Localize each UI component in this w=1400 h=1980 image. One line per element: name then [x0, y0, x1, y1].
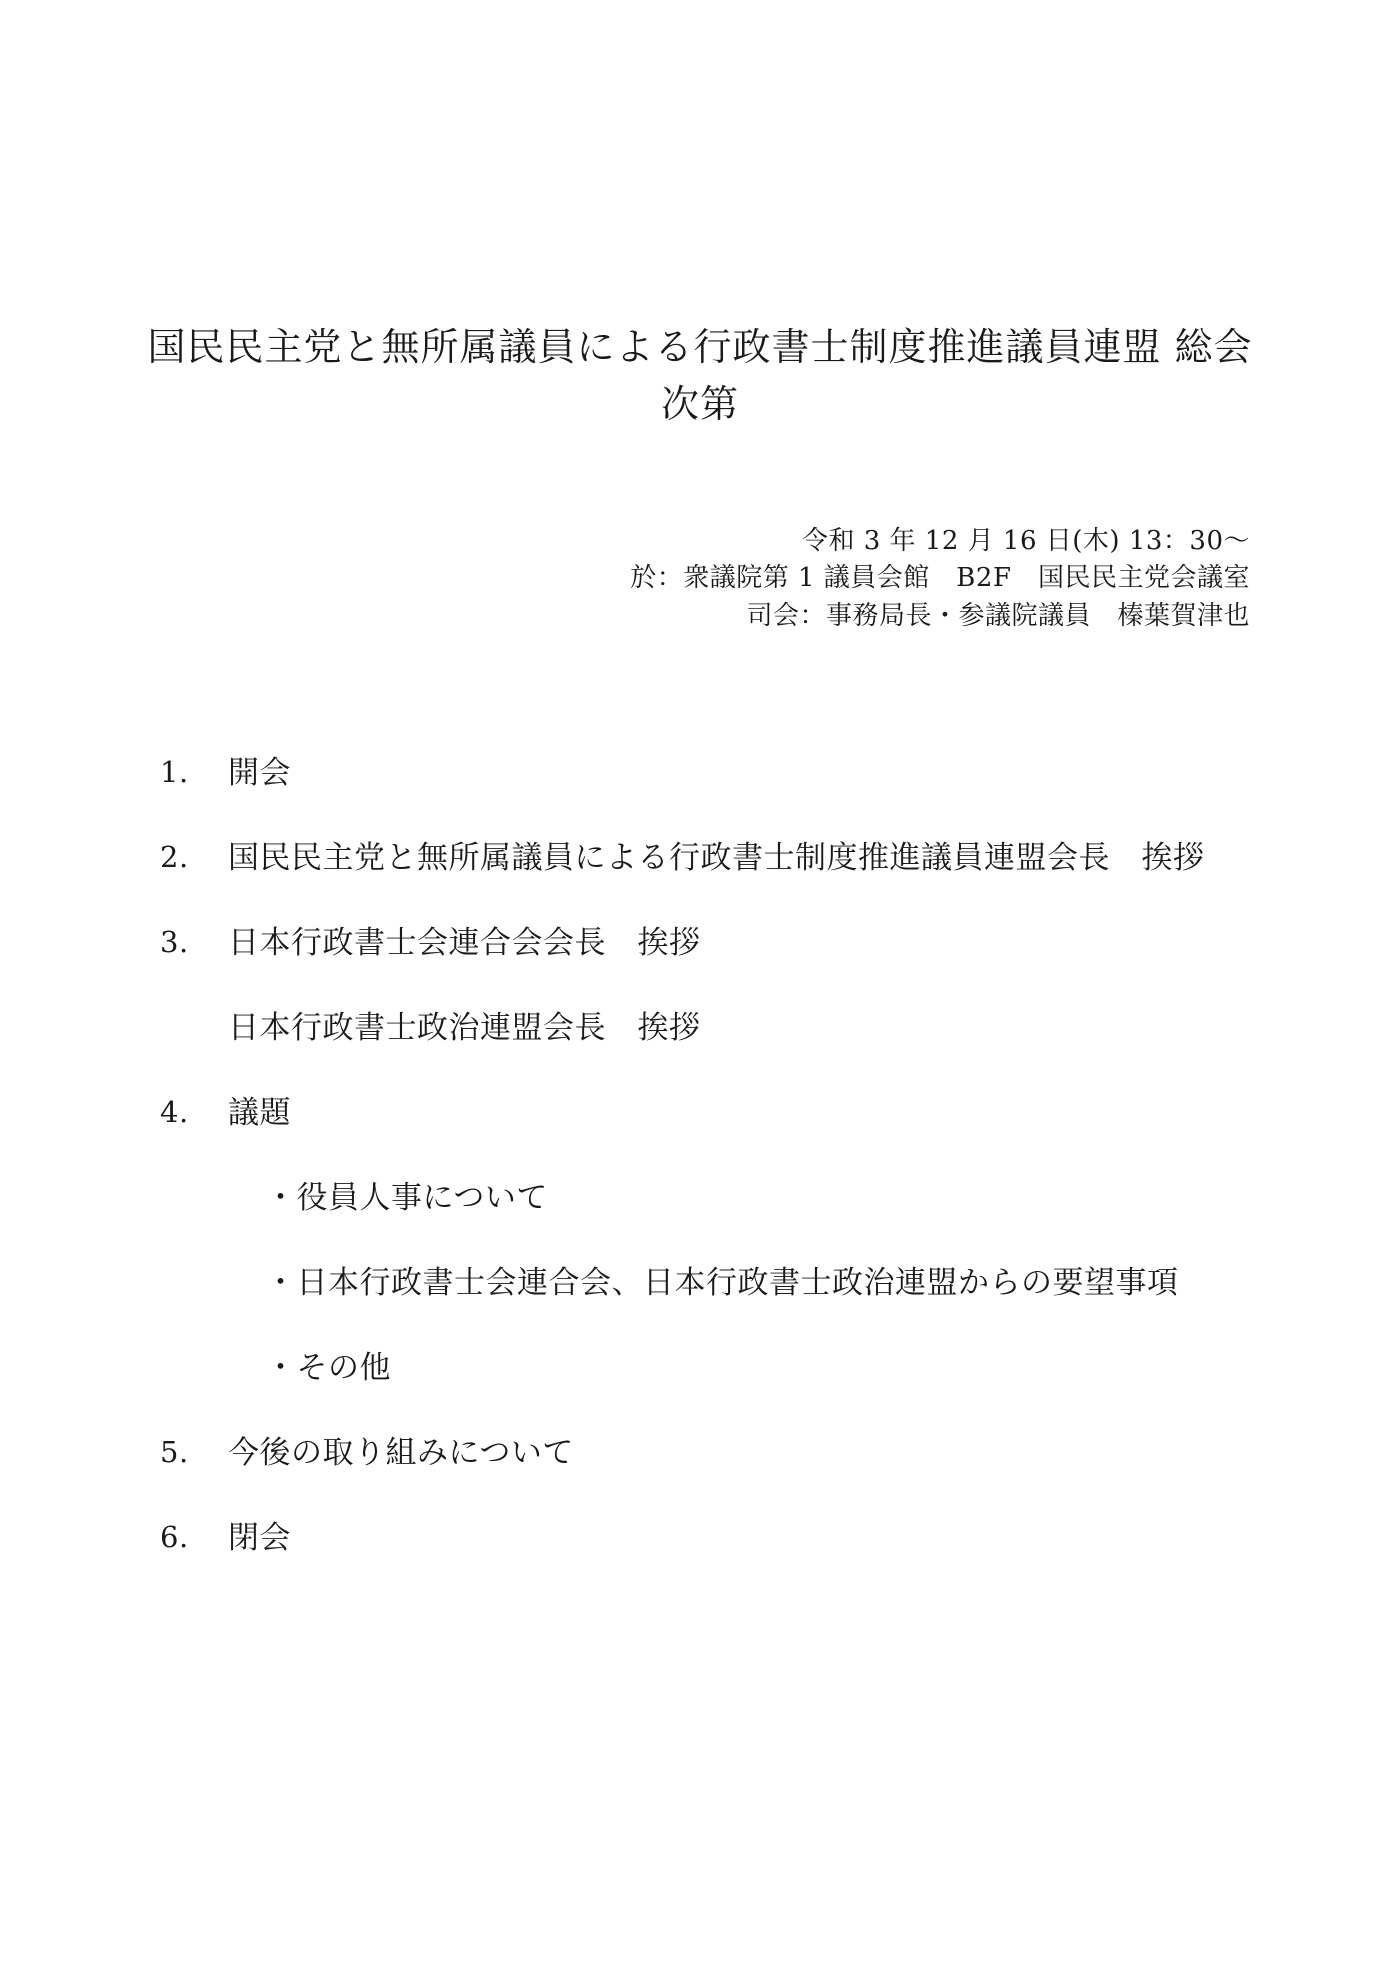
agenda-item-number: 1. [160, 755, 189, 789]
document-subtitle: 次第 [660, 382, 739, 426]
agenda-item-text: 議題 [228, 1095, 291, 1131]
agenda-item-number: 5. [160, 1435, 189, 1469]
agenda-subitem-text: ・役員人事について [265, 1180, 548, 1216]
agenda-subitem-text: ・日本行政書士会連合会、日本行政書士政治連盟からの要望事項 [265, 1265, 1179, 1301]
agenda-item-text: 日本行政書士会連合会会長 挨拶 [228, 925, 701, 961]
agenda-item-number: 2. [160, 840, 189, 874]
meeting-host: 司会：事務局長・参議院議員 榛葉賀津也 [746, 601, 1250, 631]
agenda-item-text: 日本行政書士政治連盟会長 挨拶 [228, 1010, 701, 1046]
agenda-item-text: 閉会 [228, 1520, 291, 1556]
agenda-item-text: 国民民主党と無所属議員による行政書士制度推進議員連盟会長 挨拶 [228, 840, 1205, 876]
agenda-subitem-text: ・その他 [265, 1350, 391, 1386]
agenda-item-text: 今後の取り組みについて [228, 1435, 574, 1471]
agenda-item-number: 6. [160, 1520, 189, 1554]
document-title: 国民民主党と無所属議員による行政書士制度推進議員連盟 総会 [147, 325, 1253, 369]
meeting-venue: 於：衆議院第 1 議員会館 B2F 国民民主党会議室 [630, 563, 1250, 593]
agenda-item-text: 開会 [228, 755, 291, 791]
agenda-item-number: 4. [160, 1095, 189, 1129]
meeting-date: 令和 3 年 12 月 16 日(木) 13：30～ [801, 526, 1250, 556]
agenda-item-number: 3. [160, 925, 189, 959]
